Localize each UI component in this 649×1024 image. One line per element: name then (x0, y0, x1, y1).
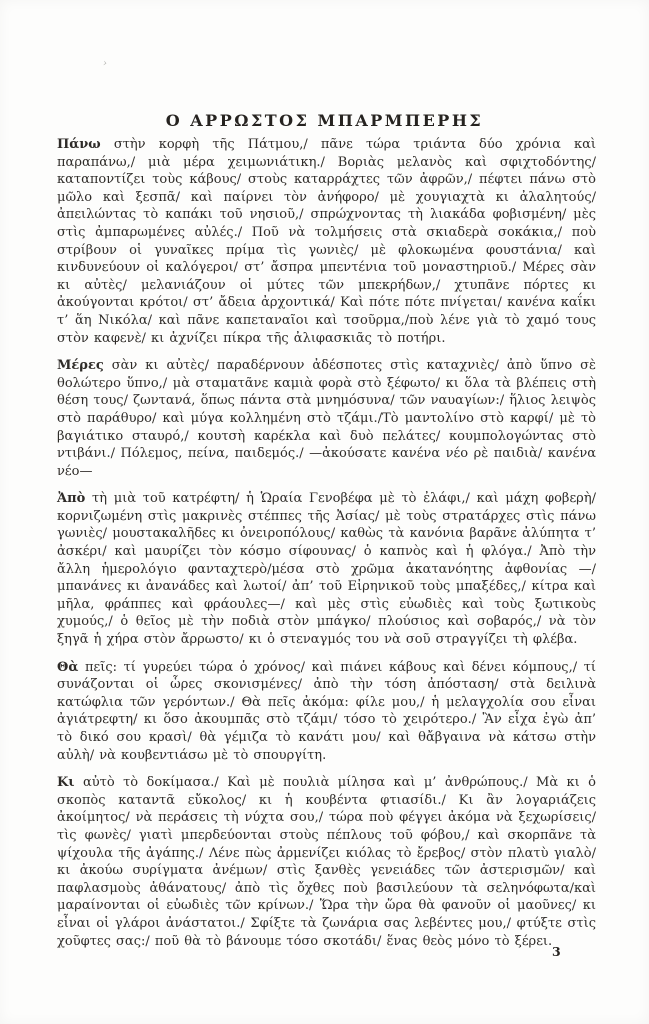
paragraph-lead-word: Πάνω (57, 137, 101, 152)
page-number: 3 (552, 944, 561, 959)
poem-paragraph (57, 659, 596, 765)
poem-paragraph (57, 136, 596, 347)
poem-paragraph (57, 774, 596, 950)
poem-paragraph (57, 357, 596, 480)
paragraph-text: τὴ μιὰ τοῦ κατρέφτη/ ἡ Ὡραία Γενοβέφα μὲ τὸ ἐλάφι,/ καὶ μάχη φοβερὴ/ κορνιζωμένη στὶς μακρινὲς στέππες τῆς Ἀσίας/ μὲ τοὺς στρατάρχες στὶς πάνω γωνιὲς/ μουστακαλῆδες κι ὀνειροπόλους/ καθὼς τὰ κανόνια βαρᾶνε ἀλύπητα τ’ ἀσκέρι/ καὶ μαυρίζει τὸν κόσμο σίφουνας/ ὁ καπνὸς καὶ ἡ φλόγα./ Ἀπὸ τὴν ἄλλη ἡμερολόγιο φανταχτερὸ/μέσα στὸ χρῶμα ἀκατανόητης ἀφθονίας —/ μπανάνες κι ἀνανάδες καὶ λωτοί/ ἀπ’ τοῦ Εἰρηνικοῦ τοὺς μπαξέδες,/ κίτρα καὶ μῆλα, φράππες καὶ φράουλες—/ καὶ μὲς στὶς εὐωδιὲς καὶ τοὺς ξωτικοὺς χυμούς,/ ὁ θεῖος μὲ τὴν ποδιὰ στὸν μπάγκο/ πλούσιος καὶ σοβαρός,/ νὰ τὸν ξηγᾶ ἡ χήρα στὸν ἄρρωστο/ κι ὁ στεναγμός του νὰ σοῦ στραγγίζει τὴ φλέβα. (57, 491, 596, 648)
page-title: Ο ΑΡΡΩΣΤΟΣ ΜΠΑΡΜΠΕΡΗΣ (165, 110, 484, 130)
paragraph-text: σὰν κι αὐτὲς/ παραδέρνουν ἀδέσποτες στὶς καταχνιὲς/ ἀπὸ ὕπνο σὲ θολώτερο ὕπνο,/ μὰ σταματᾶνε καμιὰ φορὰ στὸ ξέφωτο/ κι ὅλα τὰ βλέπεις στὴ θέση τους/ ζωντανά, ὅπως πάντα στὰ μνημόσυνα/ τῶν ναυαγίων:/ ἥλιος λειψὸς στὸ παράθυρο/ καὶ μύγα κολλημένη στὸ τζάμι./Τὸ μαντολίνο στὸ καρφί/ μὲ τὸ βαγιάτικο σταυρό,/ κουτσὴ καρέκλα καὶ δυὸ πελάτες/ κουμπολογώντας στὸ ντιβάνι./ Πόλεμος, πείνα, παιδεμός./ —ἀκούσατε κανένα νέο ρὲ παιδιὰ/ κανένα νέο— (57, 358, 596, 479)
poem-paragraph (57, 490, 596, 648)
paragraph-text: στὴν κορφὴ τῆς Πάτμου,/ πᾶνε τώρα τριάντα δύο χρόνια καὶ παραπάνω,/ μιὰ μέρα χειμωνιάτικη./ Βοριὰς μελανὸς καὶ σφιχτοδόντης/ καταποντίζει τοὺς κάβους/ στοὺς καταρράχτες τῶν ἀφρῶν,/ πέφτει πάνω στὸ μῶλο καὶ ξεσπᾶ/ καὶ παίρνει τὸν ἀνήφορο/ μὲ χουγιαχτὰ κι ἀλαλητούς/ ἀπειλώντας τὸ καπάκι τοῦ νησιοῦ,/ σπρώχνοντας τὴ λιακάδα φοβισμένη/ μὲς στὶς ἀμπαρωμένες αὐλές./ Ποῦ νὰ τολμήσεις στὰ σκιαδερὰ σοκάκια,/ ποὺ στρίβουν οἱ γυναῖκες πρίμα τὶς γωνιὲς/ μὲ φλοκωμένα φουστάνια/ καὶ κινδυνεύουν οἱ καλόγεροι/ στ’ ἄσπρα μπεντένια τοῦ μοναστηριοῦ./ Μέρες σὰν κι αὐτὲς/ μελανιάζουν οἱ μύτες τῶν μπεκρήδων,/ χτυπᾶνε πόρτες κι ἀκούγονται κρότοι/ στ’ ἄδεια ἀρχοντικά/ Καὶ πότε πότε πνίγεται/ κανένα καΐκι τ’ ἅη Νικόλα/ καὶ πᾶνε καπεταναῖοι καὶ τσοῦρμα,/ποὺ λένε γιὰ τὸ χαμό τους στὸν καφενὲ/ κι ἀχνίζει πίκρα τῆς ἀλιφασκιᾶς τὸ ποτήρι. (57, 137, 596, 346)
paragraph-text: πεῖς: τί γυρεύει τώρα ὁ χρόνος/ καὶ πιάνει κάβους καὶ δένει κόμπους,/ τί συνάζονται οἱ ὧρες σκονισμένες/ ἀπὸ τὴν τόση ἀπόσταση/ στὰ δειλινὰ κατώφλια τῶν γερόντων./ Θὰ πεῖς ἀκόμα: φίλε μου,/ ἡ μελαγχολία σου εἶναι ἀγιάτρεφτη/ κι ὅσο ἀκουμπᾶς στὸ τζάμι/ τόσο τὸ χειρότερο./ Ἂν εἶχα ἐγὼ ἀπ’ τὸ δικό σου κρασὶ/ θὰ γέμιζα τὸ κανάτι μου/ καὶ θἄβγαινα νὰ κάτσω στὴν αὐλὴ/ νὰ κουβεντιάσω μὲ τὸ σπουργίτη. (57, 659, 596, 763)
smudge-mark: › (102, 57, 108, 70)
poem-text (57, 136, 596, 960)
paragraph-lead-word: Θὰ (57, 659, 79, 675)
paragraph-lead-word: Ἀπὸ (57, 491, 86, 507)
paragraph-lead-word: Κι (57, 775, 75, 791)
paragraph-text: αὐτὸ τὸ δοκίμασα./ Καὶ μὲ πουλιὰ μίλησα καὶ μ’ ἀνθρώπους./ Μὰ κι ὁ σκοπὸς καταντᾶ εὔκολος/ κι ἡ κουβέντα φτιασίδι./ Κι ἂν λογαριάζεις ἀκοίμητος/ νὰ περάσεις τὴ νύχτα σου,/ τώρα ποὺ φέγγει ἀκόμα νὰ ξεχωρίσεις/ τὶς φωνὲς/ γιατὶ μπερδεύονται στοὺς πέπλους τοῦ φόβου,/ καὶ σκορπᾶνε τὰ ψίχουλα τῆς ἀγάπης./ Λένε πὼς ἀρμενίζει κιόλας τὸ ἔρεβος/ στὸν πλατὺ γιαλὸ/ κι ἀκούω συρίγματα ἀνέμων/ στὶς ξανθὲς γενειάδες τῶν ἀστερισμῶν/ καὶ παφλασμοὺς ἀθάνατους/ ἀπὸ τὶς ὄχθες ποὺ βασιλεύουν τὰ σεληνόφωτα/καὶ μαραίνονται οἱ εὐωδιὲς τῶν κρίνων./ Ὥρα τὴν ὥρα θὰ φανοῦν οἱ μαοῦνες/ κι εἶναι οἱ γλάροι ἀνάστατοι./ Σφίξτε τὰ ζωνάρια σας λεβέντες μου,/ φτύξτε στὶς χοῦφτες σας:/ ποῦ θὰ τὸ βάνουμε τόσο σκοτάδι/ ἕνας θεὸς μόνο τὸ ξέρει. (57, 775, 596, 949)
paragraph-lead-word: Μέρες (57, 358, 104, 374)
